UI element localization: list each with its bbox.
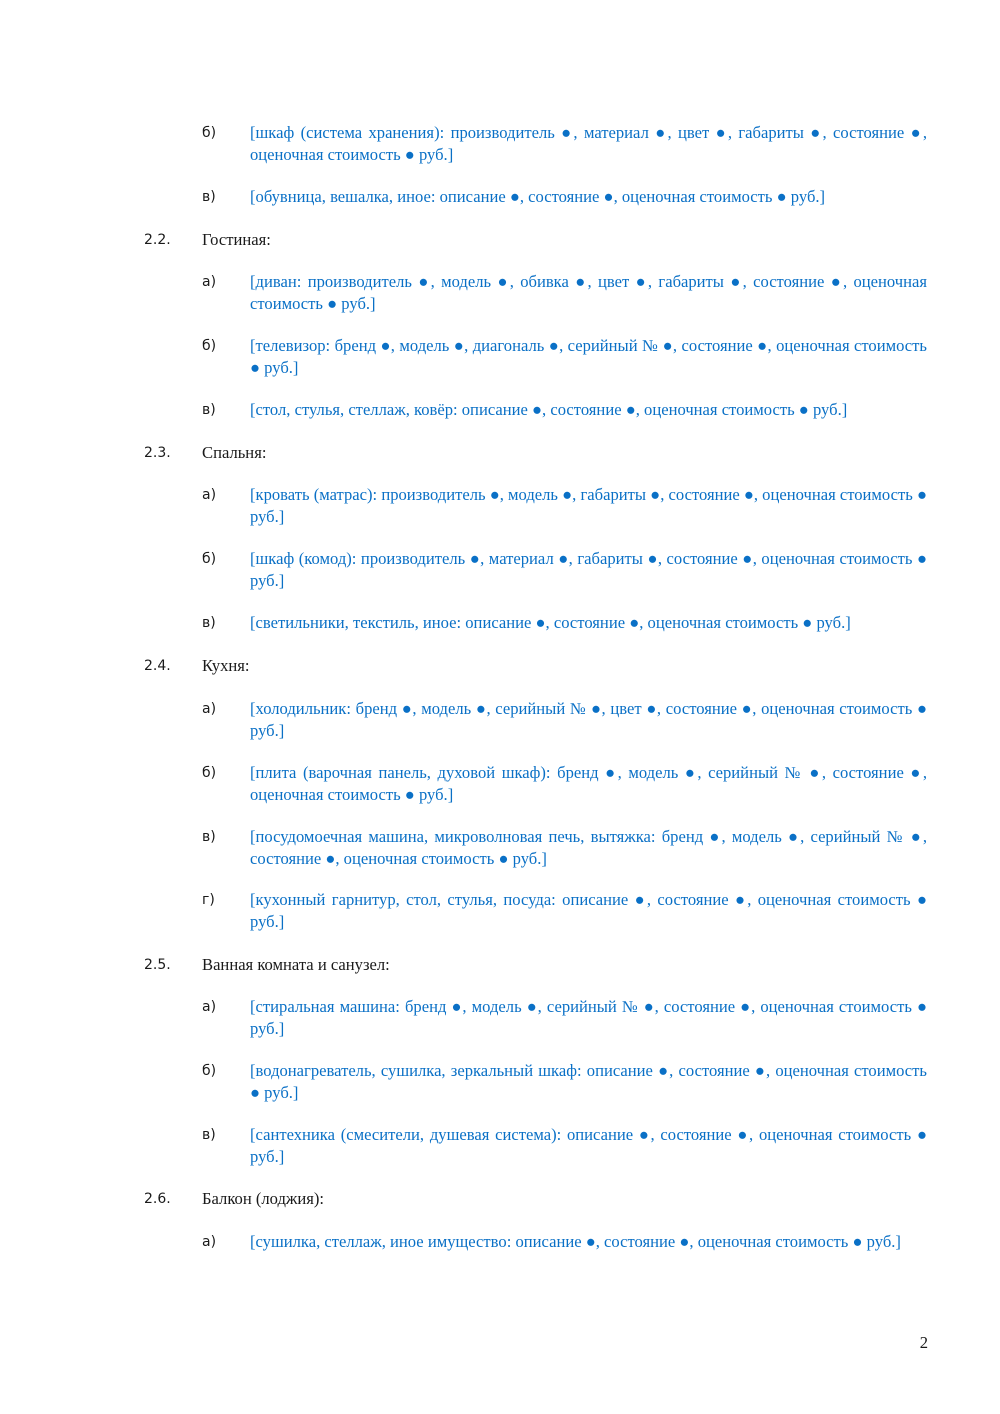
list-marker: б) bbox=[202, 551, 217, 567]
list-marker: б) bbox=[202, 765, 217, 781]
list-marker: б) bbox=[202, 338, 217, 354]
placeholder-text: [сушилка, стеллаж, иное имущество: описание ●, состояние ●, оценочная стоимость ● руб.] bbox=[250, 1232, 901, 1251]
list-item bbox=[202, 1060, 927, 1103]
list-marker: б) bbox=[202, 125, 217, 141]
placeholder-text: [кровать (матрас): производитель ●, модель ●, габариты ●, состояние ●, оценочная стоимость ● руб.] bbox=[250, 485, 927, 526]
list-item bbox=[202, 1231, 927, 1253]
list-marker: б) bbox=[202, 1063, 217, 1079]
placeholder-text: [телевизор: бренд ●, модель ●, диагональ ●, серийный № ●, состояние ●, оценочная стоимость ● руб.] bbox=[250, 336, 927, 377]
placeholder-text: [кухонный гарнитур, стол, стулья, посуда: описание ●, состояние ●, оценочная стоимость ● руб.] bbox=[250, 890, 927, 931]
list-marker: в) bbox=[202, 1127, 216, 1143]
list-item bbox=[202, 548, 927, 591]
placeholder-text: [водонагреватель, сушилка, зеркальный шкаф: описание ●, состояние ●, оценочная стоимость ● руб.] bbox=[250, 1061, 927, 1102]
section-title: Кухня: bbox=[202, 656, 250, 675]
section-heading bbox=[144, 954, 924, 976]
placeholder-text: [сантехника (смесители, душевая система): описание ●, состояние ●, оценочная стоимость ● руб.] bbox=[250, 1125, 927, 1166]
placeholder-text: [посудомоечная машина, микроволновая печь, вытяжка: бренд ●, модель ●, серийный № ●, состояние ●, оценочная стоимость ● руб.] bbox=[250, 827, 927, 868]
list-item bbox=[202, 698, 927, 741]
list-item bbox=[202, 399, 927, 421]
placeholder-text: [холодильник: бренд ●, модель ●, серийный № ●, цвет ●, состояние ●, оценочная стоимость ● руб.] bbox=[250, 699, 927, 740]
section-number: 2.4. bbox=[144, 658, 171, 674]
list-item bbox=[202, 335, 927, 378]
list-marker: а) bbox=[202, 1234, 217, 1250]
page-number: 2 bbox=[919, 1333, 928, 1352]
list-item bbox=[202, 826, 927, 869]
list-marker: в) bbox=[202, 829, 216, 845]
list-item bbox=[202, 612, 927, 634]
list-item bbox=[202, 762, 927, 805]
placeholder-text: [шкаф (система хранения): производитель ●, материал ●, цвет ●, габариты ●, состояние ●, оценочная стоимость ● руб.] bbox=[250, 123, 927, 164]
section-title: Балкон (лоджия): bbox=[202, 1189, 325, 1208]
section-heading bbox=[144, 229, 924, 251]
placeholder-text: [диван: производитель ●, модель ●, обивка ●, цвет ●, габариты ●, состояние ●, оценочная стоимость ● руб.] bbox=[250, 272, 927, 313]
section-heading bbox=[144, 655, 924, 677]
section-title: Ванная комната и санузел: bbox=[202, 955, 390, 974]
placeholder-text: [шкаф (комод): производитель ●, материал ●, габариты ●, состояние ●, оценочная стоимость ● руб.] bbox=[250, 549, 927, 590]
list-item bbox=[202, 122, 927, 165]
placeholder-text: [стиральная машина: бренд ●, модель ●, серийный № ●, состояние ●, оценочная стоимость ● руб.] bbox=[250, 997, 927, 1038]
list-item bbox=[202, 271, 927, 314]
placeholder-text: [светильники, текстиль, иное: описание ●, состояние ●, оценочная стоимость ● руб.] bbox=[250, 613, 851, 632]
placeholder-text: [стол, стулья, стеллаж, ковёр: описание ●, состояние ●, оценочная стоимость ● руб.] bbox=[250, 400, 848, 419]
list-marker: а) bbox=[202, 274, 217, 290]
list-marker: а) bbox=[202, 701, 217, 717]
list-marker: в) bbox=[202, 402, 216, 418]
section-title: Спальня: bbox=[202, 443, 267, 462]
section-title: Гостиная: bbox=[202, 230, 271, 249]
list-item bbox=[202, 996, 927, 1039]
placeholder-text: [обувница, вешалка, иное: описание ●, состояние ●, оценочная стоимость ● руб.] bbox=[250, 187, 826, 206]
list-item bbox=[202, 186, 927, 208]
placeholder-text: [плита (варочная панель, духовой шкаф): бренд ●, модель ●, серийный № ●, состояние ●, оценочная стоимость ● руб.] bbox=[250, 763, 927, 804]
list-marker: а) bbox=[202, 487, 217, 503]
list-item bbox=[202, 484, 927, 527]
list-marker: а) bbox=[202, 999, 217, 1015]
list-item bbox=[202, 889, 927, 932]
list-marker: в) bbox=[202, 189, 216, 205]
list-item bbox=[202, 1124, 927, 1167]
section-number: 2.6. bbox=[144, 1191, 171, 1207]
section-number: 2.3. bbox=[144, 445, 171, 461]
list-marker: в) bbox=[202, 615, 216, 631]
section-number: 2.5. bbox=[144, 957, 171, 973]
list-marker: г) bbox=[202, 892, 215, 908]
section-heading bbox=[144, 442, 924, 464]
section-heading bbox=[144, 1188, 924, 1210]
section-number: 2.2. bbox=[144, 232, 171, 248]
